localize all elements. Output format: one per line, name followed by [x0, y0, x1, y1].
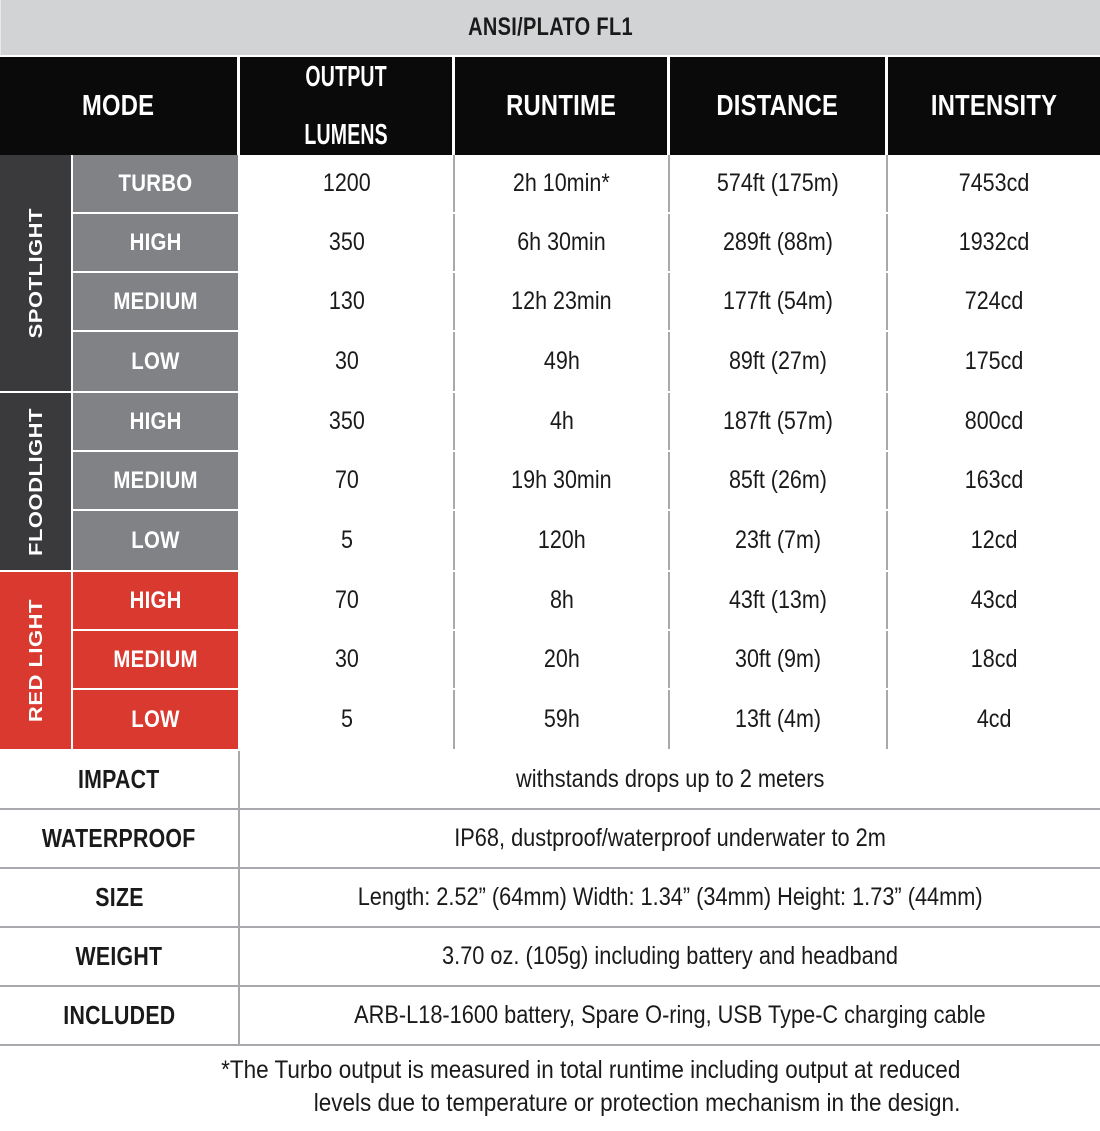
intensity-cell: 43cd: [888, 572, 1100, 629]
runtime-cell: 120h: [455, 511, 670, 570]
spec-label-waterproof: WATERPROOF: [0, 810, 240, 867]
group-label-floodlight-text: FLOODLIGHT: [24, 407, 46, 556]
mode-cell: MEDIUM: [73, 631, 240, 688]
column-header-intensity-label: INTENSITY: [930, 89, 1058, 122]
spec-row-weight: [0, 928, 1100, 987]
column-header-lumens-line1: OUTPUT: [305, 60, 387, 93]
table-row: [73, 511, 1100, 570]
table-row: [73, 393, 1100, 452]
column-header-intensity: [888, 57, 1100, 155]
lumens-cell: 5: [240, 511, 455, 570]
column-header-runtime-label: RUNTIME: [505, 89, 617, 122]
spec-value-weight: 3.70 oz. (105g) including battery and headband: [442, 942, 898, 970]
table-row: [73, 452, 1100, 511]
table-title: ANSI/PLATO FL1: [0, 0, 1100, 55]
distance-cell: 13ft (4m): [670, 690, 888, 749]
runtime-cell: 2h 10min*: [455, 155, 670, 212]
mode-cell: HIGH: [73, 214, 240, 271]
intensity-cell: 7453cd: [888, 155, 1100, 212]
intensity-cell: 1932cd: [888, 214, 1100, 271]
table-row: [73, 690, 1100, 749]
mode-cell: HIGH: [73, 572, 240, 629]
distance-cell: 574ft (175m): [670, 155, 888, 212]
distance-cell: 30ft (9m): [670, 631, 888, 688]
distance-cell: 187ft (57m): [670, 393, 888, 450]
mode-cell: MEDIUM: [73, 273, 240, 330]
column-header-distance-label: DISTANCE: [716, 89, 839, 122]
distance-cell: 289ft (88m): [670, 214, 888, 271]
runtime-cell: 8h: [455, 572, 670, 629]
spec-value-impact: withstands drops up to 2 meters: [515, 765, 825, 793]
mode-group-red-light: [0, 572, 1100, 751]
lumens-cell: 350: [240, 214, 455, 271]
footnote-line-2: levels due to temperature or protection mechanism in the design.: [314, 1088, 961, 1117]
runtime-cell: 49h: [455, 332, 670, 391]
group-label-spotlight: [0, 155, 73, 391]
table-header-row: [0, 55, 1100, 155]
column-header-distance: [670, 57, 888, 155]
table-row: [73, 332, 1100, 391]
table-row: [73, 214, 1100, 273]
spec-value-size: Length: 2.52” (64mm) Width: 1.34” (34mm) Height: 1.73” (44mm): [357, 883, 983, 911]
column-header-runtime: [455, 57, 670, 155]
intensity-cell: 18cd: [888, 631, 1100, 688]
spec-row-size: [0, 869, 1100, 928]
lumens-cell: 70: [240, 452, 455, 509]
column-header-mode-label: MODE: [82, 89, 155, 122]
runtime-cell: 20h: [455, 631, 670, 688]
mode-cell: HIGH: [73, 393, 240, 450]
distance-cell: 85ft (26m): [670, 452, 888, 509]
runtime-cell: 6h 30min: [455, 214, 670, 271]
spec-label-impact: IMPACT: [0, 751, 240, 808]
mode-cell: LOW: [73, 511, 240, 570]
mode-group-floodlight: [0, 393, 1100, 572]
spec-label-size: SIZE: [0, 869, 240, 926]
runtime-cell: 59h: [455, 690, 670, 749]
spec-label-weight: WEIGHT: [0, 928, 240, 985]
group-label-red-light-text: RED LIGHT: [24, 598, 46, 723]
intensity-cell: 724cd: [888, 273, 1100, 330]
intensity-cell: 4cd: [888, 690, 1100, 749]
lumens-cell: 5: [240, 690, 455, 749]
distance-cell: 177ft (54m): [670, 273, 888, 330]
lumens-cell: 30: [240, 631, 455, 688]
mode-cell: LOW: [73, 690, 240, 749]
intensity-cell: 163cd: [888, 452, 1100, 509]
runtime-cell: 12h 23min: [455, 273, 670, 330]
mode-cell: TURBO: [73, 155, 240, 212]
column-header-output-lumens: [240, 57, 455, 155]
intensity-cell: 12cd: [888, 511, 1100, 570]
spec-row-waterproof: [0, 810, 1100, 869]
table-row: [73, 155, 1100, 214]
lumens-cell: 130: [240, 273, 455, 330]
intensity-cell: 175cd: [888, 332, 1100, 391]
spec-row-impact: [0, 751, 1100, 810]
mode-cell: MEDIUM: [73, 452, 240, 509]
spec-value-included: ARB-L18-1600 battery, Spare O-ring, USB Type-C charging cable: [354, 1001, 986, 1029]
table-row: [73, 273, 1100, 332]
spec-row-included: [0, 987, 1100, 1046]
runtime-cell: 19h 30min: [455, 452, 670, 509]
column-header-mode: [0, 57, 240, 155]
column-header-lumens-line2: LUMENS: [304, 118, 388, 151]
spec-label-included: INCLUDED: [0, 987, 240, 1044]
group-label-floodlight: [0, 393, 73, 570]
mode-group-spotlight: [0, 155, 1100, 393]
column-header-output-lumens-label: [295, 60, 397, 151]
group-label-red-light: [0, 572, 73, 749]
distance-cell: 89ft (27m): [670, 332, 888, 391]
table-row: [73, 631, 1100, 690]
spec-value-waterproof: IP68, dustproof/waterproof underwater to 2m: [454, 824, 886, 852]
distance-cell: 43ft (13m): [670, 572, 888, 629]
footnote: [0, 1046, 1100, 1131]
lumens-cell: 1200: [240, 155, 455, 212]
lumens-cell: 70: [240, 572, 455, 629]
runtime-cell: 4h: [455, 393, 670, 450]
table-row: [73, 572, 1100, 631]
lumens-cell: 30: [240, 332, 455, 391]
distance-cell: 23ft (7m): [670, 511, 888, 570]
group-label-spotlight-text: SPOTLIGHT: [24, 207, 46, 339]
footnote-line-1: *The Turbo output is measured in total runtime including output at reduced: [221, 1055, 961, 1084]
mode-cell: LOW: [73, 332, 240, 391]
lumens-cell: 350: [240, 393, 455, 450]
intensity-cell: 800cd: [888, 393, 1100, 450]
